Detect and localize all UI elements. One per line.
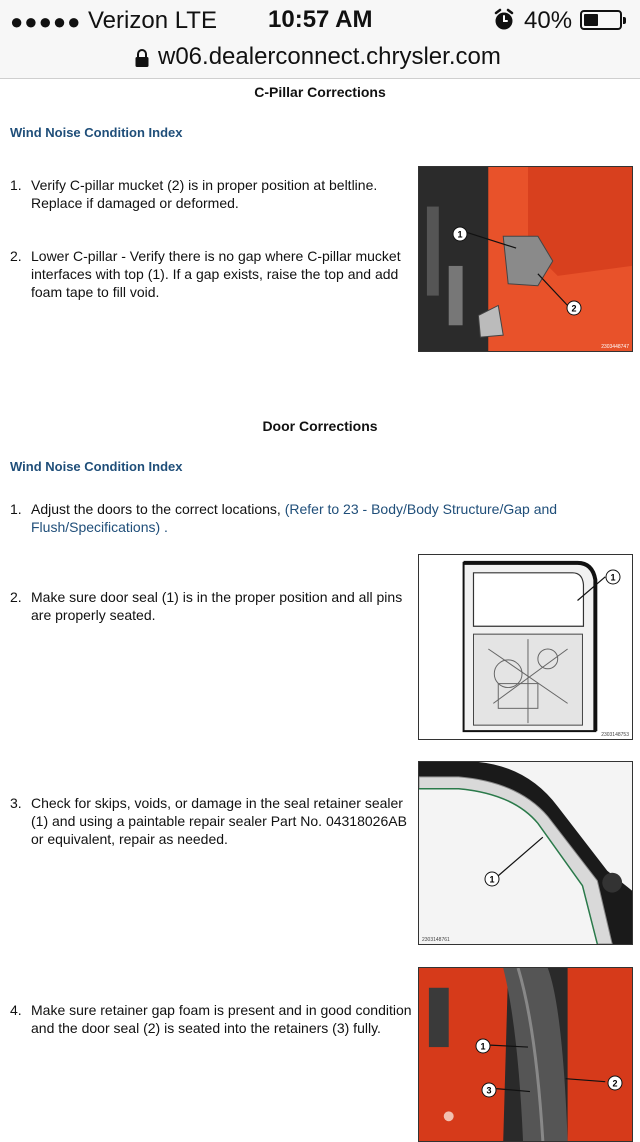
callout-number: 2 [571,303,577,314]
step-number: 4. [10,1002,22,1018]
callout-number: 2 [612,1078,618,1089]
callout-number: 3 [486,1085,492,1096]
seal-retainer-figure [418,761,633,945]
figure-id: 2303448747 [601,344,629,350]
figure-id: 2303148761 [422,937,450,943]
callout-3 [481,1082,497,1098]
step-number: 2. [10,248,22,264]
step-text: Make sure retainer gap foam is present and in good condition and the door seal (2) is seated into the retainers (3) fully. [31,1002,412,1036]
browser-address-bar[interactable] [0,40,640,79]
carrier-label: Verizon LTE [88,7,217,34]
step-number: 2. [10,589,22,605]
wind-noise-index-link-2[interactable]: Wind Noise Condition Index [10,459,183,474]
step-number: 3. [10,795,22,811]
section-title-door: Door Corrections [262,418,378,434]
battery-percent: 40% [524,7,573,34]
figure-id: 2303148753 [601,732,629,738]
callout-number: 1 [480,1041,486,1052]
step-number: 1. [10,177,22,193]
callout-number: 1 [457,229,463,240]
c-pillar-figure [418,166,633,352]
battery-icon [580,10,622,30]
callout-1 [605,569,621,585]
step-number: 1. [10,501,22,517]
callout-1 [475,1038,491,1054]
alarm-clock-icon [492,8,516,32]
step-text: Check for skips, voids, or damage in the seal retainer sealer (1) and using a paintable repair sealer Part No. 04318026AB or equivalent, repair as needed. [31,795,407,847]
step-text: Verify C-pillar mucket (2) is in proper position at beltline. Replace if damaged or deformed. [31,177,378,211]
callout-2 [607,1075,623,1091]
door-seal-figure [418,554,633,740]
callout-1 [484,871,500,887]
step-text: Lower C-pillar - Verify there is no gap where C-pillar mucket interfaces with top (1). If a gap exists, raise the top and add foam tape to fill void. [31,248,401,300]
status-bar [0,0,640,40]
step-text-body: Adjust the doors to the correct locations, [31,501,285,517]
clock: 10:57 AM [268,6,373,33]
battery-fill [584,14,598,26]
signal-strength-icon: ●●●●● [10,9,82,34]
section-title-c-pillar: C-Pillar Corrections [254,84,386,100]
step-text [31,500,611,536]
gap-flush-spec-link[interactable]: (Refer to 23 - Body/Body Structure/Gap and Flush/Specifications) . [31,501,558,535]
callout-number: 1 [610,572,616,583]
callout-2 [566,300,582,316]
lock-icon [134,48,150,68]
wind-noise-index-link-1[interactable]: Wind Noise Condition Index [10,125,183,140]
callout-number: 1 [489,874,495,885]
callout-1 [452,226,468,242]
retainer-foam-figure [418,967,633,1142]
url-text[interactable]: w06.dealerconnect.chrysler.com [158,43,501,70]
step-text: Make sure door seal (1) is in the proper position and all pins are properly seated. [31,589,403,623]
